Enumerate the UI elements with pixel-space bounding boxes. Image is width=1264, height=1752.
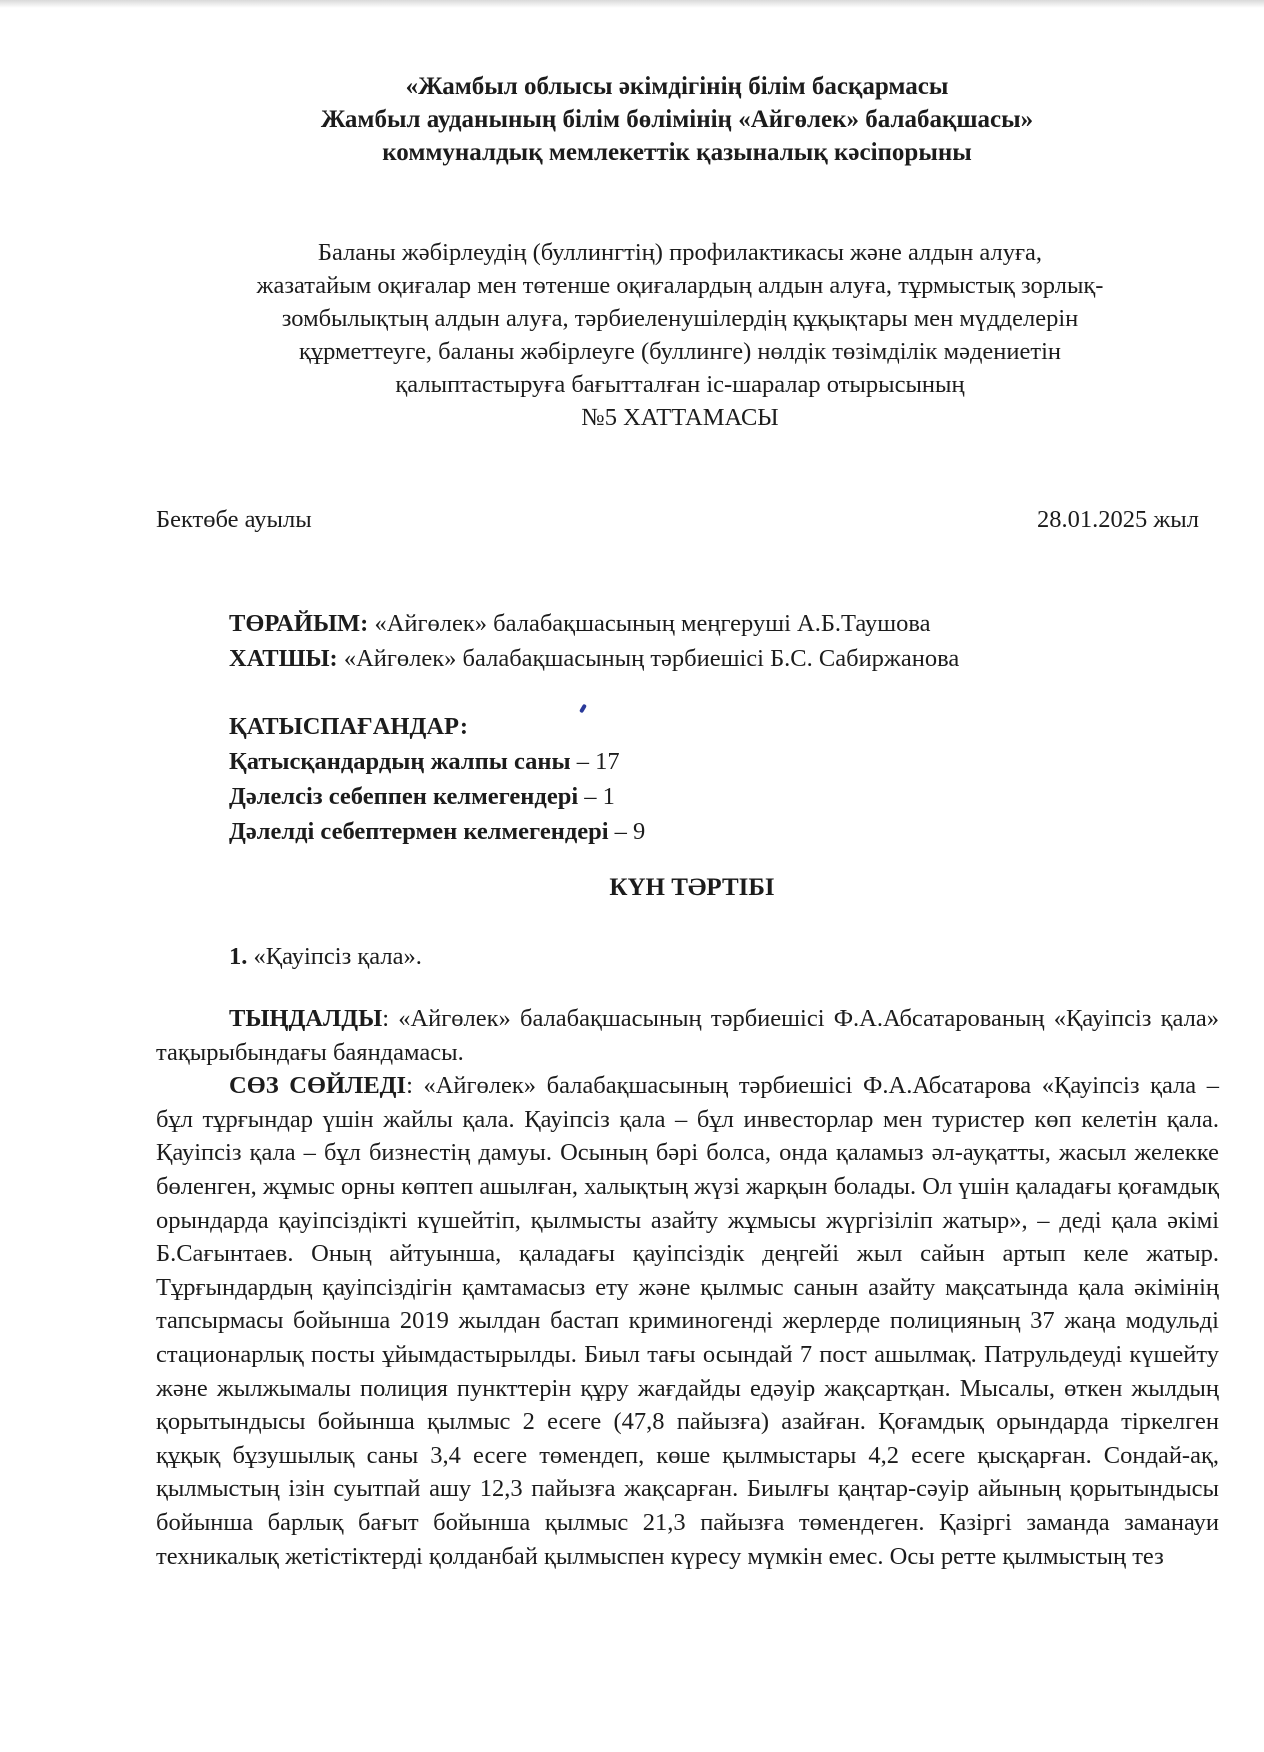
secretary-value: «Айгөлек» балабақшасының тәрбиешісі Б.С. Сабиржанова: [337, 645, 960, 672]
chair-line: [229, 606, 959, 641]
title-line-2: жазатайым оқиғалар мен төтенше оқиғалардың алдын алуға, тұрмыстық зорлық-: [256, 272, 1104, 299]
spoke-paragraph: [156, 1069, 1219, 1573]
agenda-item-number: 1.: [229, 943, 248, 970]
attendance-block: [229, 709, 645, 849]
attendance-total: [229, 744, 645, 779]
agenda-item-1: [229, 943, 422, 971]
spoke-text: : «Айгөлек» балабақшасының тәрбиешісі Ф.А.Абсатарова «Қауіпсіз қала – бұл тұрғындар үшін жайлы қала. Қауіпсіз қала – бұл инвесторлар мен туристер көп келетін қала. Қауіпсіз қала – бұл бизнестің дамуы. Осының бәрі болса, онда қаламыз әл-ауқатты, жасыл желекке бөленген, жұмыс орны көптеп ашылған, халықтың жүзі жарқын болады. Ол үшін қаладағы қоғамдық орындарда қауіпсіздікті күшейтіп, қылмысты азайту жұмысы жүргізіліп жатыр», – деді қала әкімі Б.Сағынтаев. Оның айтуынша, қаладағы қауіпсіздік деңгейі жыл сайын артып келе жатыр. Тұрғындардың қауіпсіздігін қамтамасыз ету және қылмыс санын азайту мақсатында қала әкімінің тапсырмасы бойынша 2019 жылдан бастап криминогенді жерлерде полицияның 37 жаңа модульді стационарлық посты ұйымдастырылды. Биыл тағы осындай 7 пост ашылмақ. Патрульдеуді күшейту және жылжымалы полиция пункттерін құру жағдайды едәуір жақсартқан. Мысалы, өткен жылдың қорытындысы бойынша қылмыс 2 есеге (47,8 пайызға) азайған. Қоғамдық орындарда тіркелген құқық бұзушылық саны 3,4 есеге төмендеп, көше қылмыстары 4,2 есеге қысқарған. Сондай-ақ, қылмыстың ізін суытпай ашу 12,3 пайызға жақсарған. Биылғы қаңтар-сәуір айының қорытындысы бойынша барлық бағыт бойынша қылмыс 21,3 пайызға төмендеген. Қазіргі заманда заманауи техникалық жетістіктерді қолданбай қылмыспен күресу мүмкін емес. Осы ретте қылмыстың тез: [156, 1072, 1219, 1570]
attendance-total-value: – 17: [570, 748, 620, 775]
listened-label: ТЫҢДАЛДЫ: [229, 1005, 383, 1032]
listened-paragraph: [156, 1002, 1219, 1069]
secretary-label: ХАТШЫ:: [229, 645, 338, 672]
protocol-body: [156, 1002, 1219, 1573]
header-line-3: коммуналдық мемлекеттік қазыналық кәсіпорыны: [382, 139, 972, 166]
title-line-1: Баланы жәбірлеудің (буллингтің) профилактикасы және алдын алуға,: [317, 239, 1043, 266]
listened-text: : «Айгөлек» балабақшасының тәрбиешісі Ф.А.Абсатарованың «Қауіпсіз қала» тақырыбындағы баяндамасы.: [156, 1005, 1219, 1066]
header-line-2: Жамбыл ауданының білім бөлімінің «Айгөлек» балабақшасы»: [320, 106, 1034, 133]
attendance-total-label: Қатысқандардың жалпы саны: [229, 748, 571, 775]
roles-block: [229, 606, 959, 676]
attendance-excused-value: – 9: [608, 818, 646, 845]
agenda-title-text: КҮН ТӘРТІБІ: [609, 874, 775, 901]
attendance-unexcused-label: Дәлелсіз себеппен келмегендері: [229, 783, 579, 810]
attendance-excused-label: Дәлелді себептермен келмегендері: [229, 818, 609, 845]
spoke-label: СӨЗ СӨЙЛЕДІ: [229, 1072, 407, 1100]
chair-value: «Айгөлек» балабақшасының меңгеруші А.Б.Таушова: [368, 610, 931, 637]
attendance-excused: [229, 814, 645, 849]
attendance-unexcused: [229, 779, 645, 814]
meeting-date: 28.01.2025 жыл: [1037, 506, 1199, 533]
agenda-item-text: «Қауіпсіз қала».: [247, 943, 422, 970]
title-line-4: құрметтеуге, баланы жәбірлеуге (буллинге) нөлдік төзімділік мәдениетін: [298, 338, 1062, 365]
meeting-place: Бектөбе ауылы: [156, 506, 312, 533]
scan-top-edge: [0, 0, 1264, 8]
header-line-1: «Жамбыл облысы әкімдігінің білім басқармасы: [405, 73, 949, 100]
title-line-3: зомбылықтың алдын алуға, тәрбиеленушілердің құқықтары мен мүдделерін: [281, 305, 1079, 332]
agenda-title: [0, 874, 1264, 902]
chair-label: ТӨРАЙЫМ:: [229, 610, 369, 637]
title-line-5: қалыптастыруға бағытталған іс-шаралар отырысының: [395, 371, 965, 398]
attendance-unexcused-value: – 1: [578, 783, 615, 810]
organization-header: [0, 70, 1264, 169]
secretary-line: [229, 641, 959, 676]
attendance-heading: ҚАТЫСПАҒАНДАР:: [229, 713, 469, 740]
document-title: [160, 236, 1200, 434]
protocol-number: №5 ХАТТАМАСЫ: [581, 404, 779, 431]
